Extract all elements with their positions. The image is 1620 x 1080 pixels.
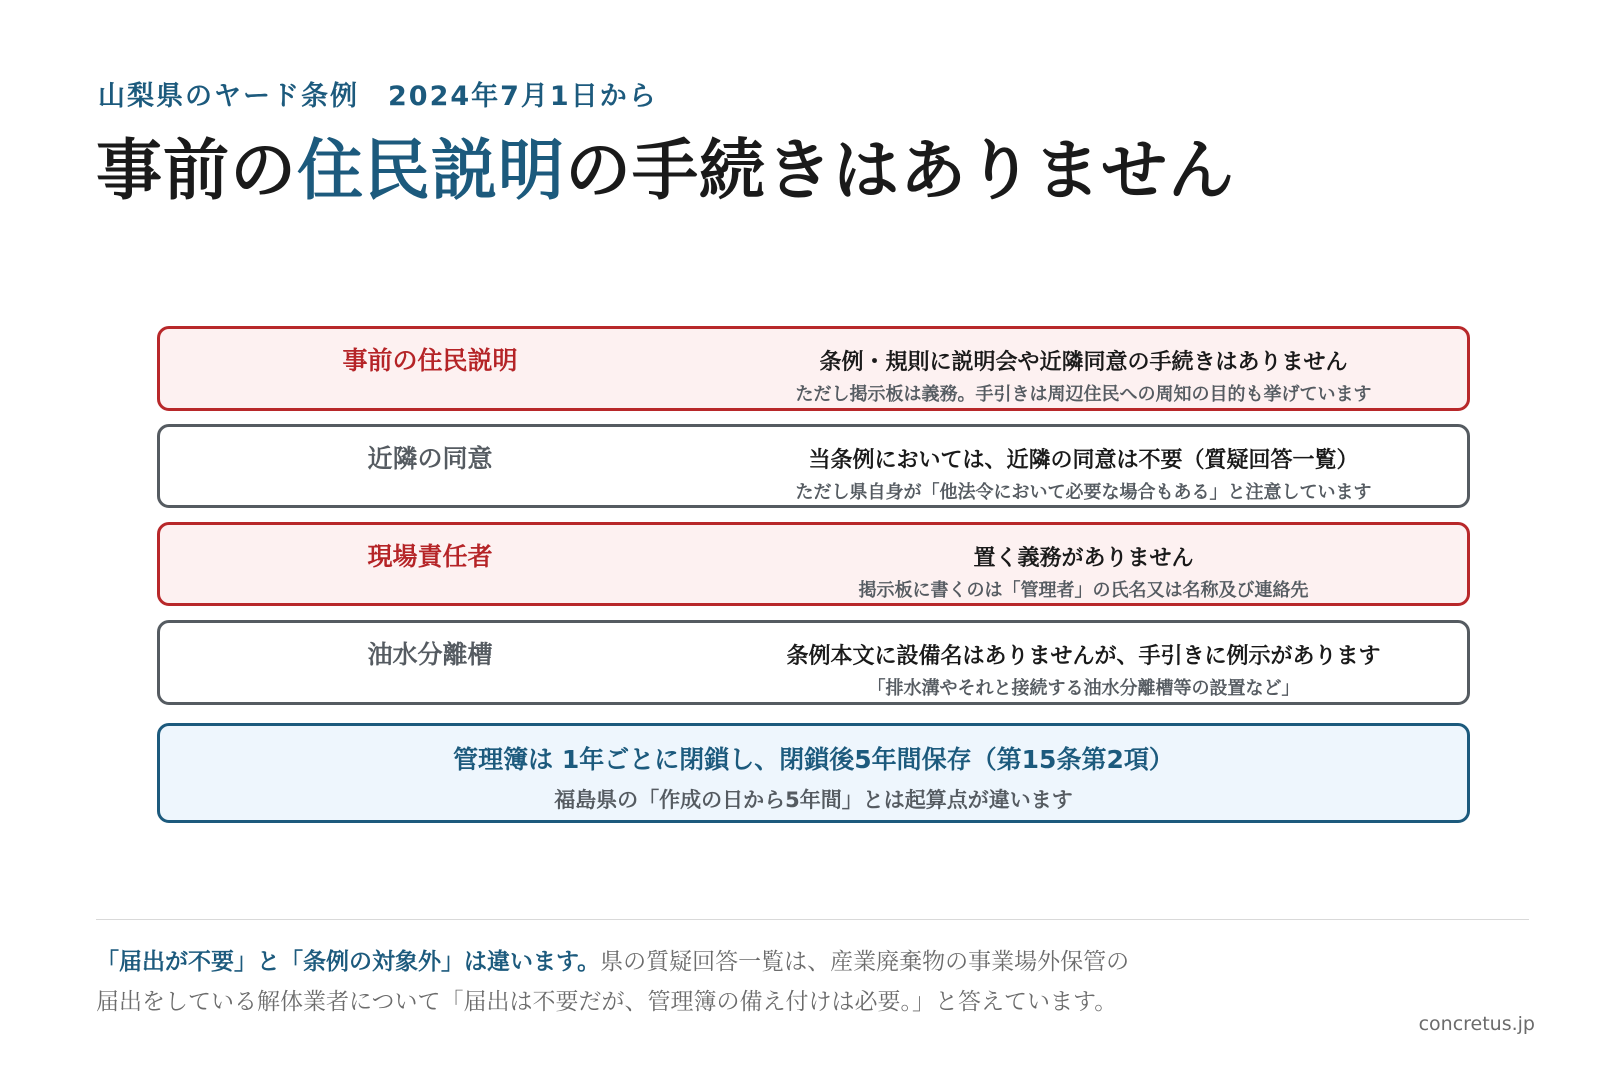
row-sub-text: ただし県自身が「他法令において必要な場合もある」と注意しています bbox=[795, 482, 1372, 503]
row-sub-text: ただし掲示板は義務。手引きは周辺住民への周知の目的も挙げています bbox=[795, 384, 1372, 405]
title-accent: 住民説明 bbox=[297, 132, 565, 209]
row-oil-separator bbox=[157, 620, 1470, 705]
row-label: 近隣の同意 bbox=[367, 444, 493, 473]
summary-main-text: 管理簿は 1年ごとに閉鎖し、閉鎖後5年間保存（第15条第2項） bbox=[453, 745, 1174, 774]
row-main-text: 当条例においては、近隣の同意は不要（質疑回答一覧） bbox=[808, 448, 1359, 473]
row-label: 油水分離槽 bbox=[367, 640, 493, 669]
row-sub-text: 掲示板に書くのは「管理者」の氏名又は名称及び連絡先 bbox=[858, 580, 1309, 601]
row-main-text: 条例・規則に説明会や近隣同意の手続きはありません bbox=[819, 350, 1348, 375]
title-prefix: 事前の bbox=[96, 132, 297, 209]
row-neighbor-consent bbox=[157, 424, 1470, 508]
footnote bbox=[96, 942, 1129, 1022]
row-sub-text: 「排水溝やそれと接続する油水分離槽等の設置など」 bbox=[867, 678, 1300, 699]
summary-box bbox=[157, 723, 1470, 823]
title-suffix: の手続きはありません bbox=[565, 132, 1235, 209]
page-title bbox=[96, 126, 1235, 216]
footnote-line-2: 届出をしている解体業者について「届出は不要だが、管理簿の備え付けは必要。」と答えています。 bbox=[96, 989, 1118, 1015]
row-label: 現場責任者 bbox=[367, 542, 493, 571]
footnote-line-1 bbox=[96, 942, 1129, 982]
row-main-text: 置く義務がありません bbox=[973, 546, 1194, 571]
row-main-text: 条例本文に設備名はありませんが、手引きに例示があります bbox=[786, 644, 1381, 669]
summary-sub-text: 福島県の「作成の日から5年間」とは起算点が違います bbox=[554, 788, 1073, 812]
row-resident-explanation bbox=[157, 326, 1470, 411]
subtitle: 山梨県のヤード条例 2024年7月1日から bbox=[98, 81, 658, 112]
divider bbox=[96, 919, 1529, 920]
row-site-manager bbox=[157, 522, 1470, 606]
row-label: 事前の住民説明 bbox=[342, 346, 518, 375]
site-credit: concretus.jp bbox=[1418, 1013, 1535, 1035]
footnote-line-1-rest: 県の質疑回答一覧は、産業廃棄物の事業場外保管の bbox=[600, 949, 1130, 975]
footnote-emphasis: 「届出が不要」と「条例の対象外」は違います。 bbox=[96, 949, 601, 975]
